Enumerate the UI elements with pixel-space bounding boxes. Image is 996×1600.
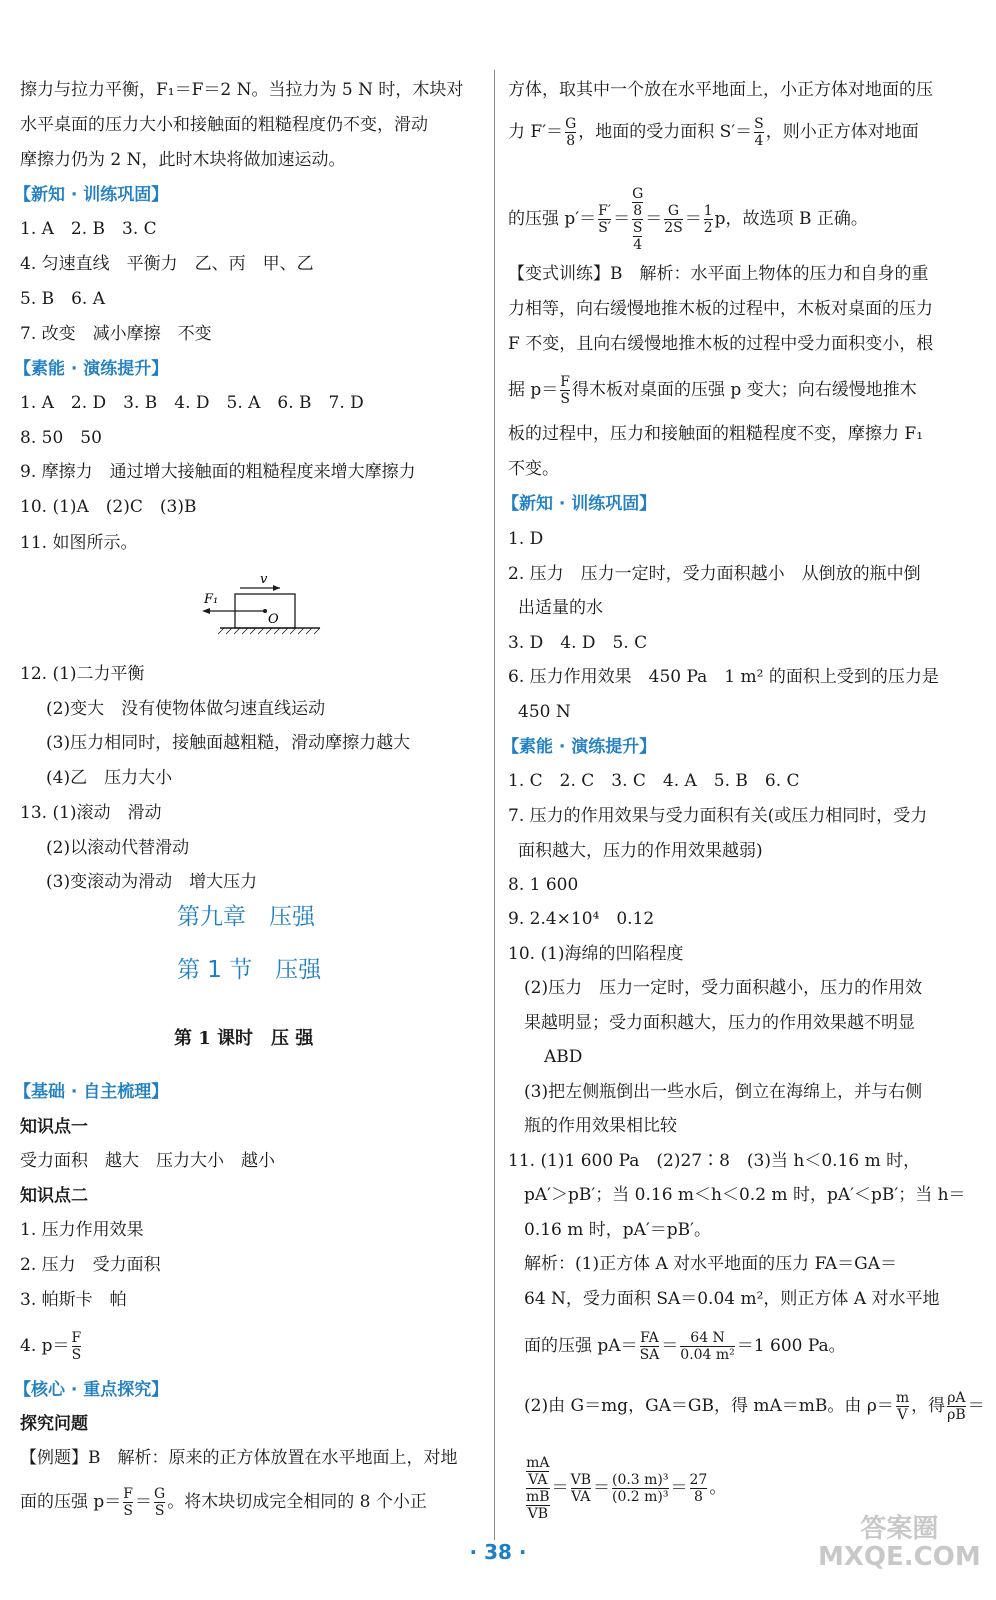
page-number: · 38 · [469, 1540, 527, 1564]
variant-line: 【变式训练】B 解析：水平面上物体的压力和自身的重 [508, 264, 929, 284]
answer-line: 9. 摩擦力 通过增大接触面的粗糙程度来增大摩擦力 [20, 462, 416, 482]
answer-line: 450 N [518, 702, 571, 722]
answer-line: 11. (1)1 600 Pa (2)27∶8 (3)当 h＜0.16 m 时， [508, 1151, 921, 1171]
variant-line: F 不变，且向右缓慢地推木板的过程中受力面积变小，根 [508, 334, 934, 354]
chapter-title: 第九章 压强 [177, 904, 315, 930]
answer-line: 1. 压力作用效果 [20, 1220, 144, 1240]
knowledge-point-1: 知识点一 [20, 1117, 88, 1137]
column-divider [494, 70, 495, 1540]
answer-line: (3)把左侧瓶倒出一些水后，倒立在海绵上，并与右侧 [524, 1082, 923, 1102]
answer-line: 8. 50 50 [20, 428, 102, 448]
example-line: 【例题】B 解析：原来的正方体放置在水平地面上，对地 [20, 1448, 458, 1468]
density-ratio-formula: $\frac{\frac{mA}{VA}}{\frac{mB}{VB}}$ ＝ $\frac{VB}{VA}$ ＝ $\frac{\text{(0.3 m)³}}{\text{(0.2 m)³}}$ ＝ $\frac{27}{8}$ 。 [526, 1455, 727, 1522]
variant-line: 板的过程中，压力和接触面的粗糙程度不变，摩擦力 F₁ [508, 424, 924, 444]
solution-line: 方体，取其中一个放在水平地面上，小正方体对地面的压 [508, 80, 933, 100]
fraction: $\frac{F}{S}$ [123, 1486, 134, 1519]
fraction: $\frac{F'}{S'}$ [598, 203, 612, 236]
answer-line: 出适量的水 [518, 598, 603, 618]
answer-line: (2)压力 压力一定时，受力面积越小，压力的作用效 [524, 978, 923, 998]
answer-line: 1. A 2. D 3. B 4. D 5. A 6. B 7. D [20, 393, 364, 413]
intro-line-2: 水平桌面的压力大小和接触面的粗糙程度仍不变，滑动 [20, 115, 428, 135]
solution-line: 力 F′＝ $\frac{G}{8}$ ，地面的受力面积 S′＝ $\frac{S}{4}$ ，则小正方体对地面 [508, 116, 919, 149]
fraction: $\frac{F}{S}$ [560, 374, 571, 407]
section-heading-jichu: 【基础 · 自主梳理】 [14, 1082, 169, 1102]
compound-fraction: $\frac{\frac{mA}{VA}}{\frac{mB}{VB}}$ [526, 1455, 550, 1522]
lesson-title: 第 1 课时 压 强 [174, 1028, 314, 1049]
answer-line: 5. B 6. A [20, 289, 106, 309]
answer-line: 1. D [508, 529, 544, 549]
fraction: $\frac{VB}{VA}$ [570, 1472, 591, 1505]
velocity-label: v [260, 572, 268, 587]
solution-line: 64 N，受力面积 SA＝0.04 m²，则正方体 A 对水平地 [524, 1289, 940, 1309]
answer-line: 10. (1)A (2)C (3)B [20, 497, 197, 517]
answer-line: ABD [544, 1047, 583, 1067]
section-heading-hexin: 【核心 · 重点探究】 [14, 1380, 169, 1400]
ground-hatching [218, 628, 320, 634]
solution-line: 的压强 p′＝ $\frac{F'}{S'}$ ＝ $\frac{\frac{G}{8}}{\frac{S}{4}}$ ＝ $\frac{G}{2S}$ ＝ $\frac{1}{2}$ p，故选项 B 正确。 [508, 186, 868, 253]
fraction: $\frac{G}{8}$ [565, 116, 577, 149]
answer-line: 3. 帕斯卡 帕 [20, 1290, 127, 1310]
answer-line: 8. 1 600 [508, 875, 579, 895]
variant-line: 不变。 [508, 459, 559, 479]
fraction: $\frac{64 N}{\text{0.04 m²}}$ [680, 1330, 735, 1363]
fraction: $\frac{G}{S}$ [154, 1486, 166, 1519]
friction-arrowhead [202, 608, 210, 614]
center-point [263, 609, 267, 613]
pressure-formula: 4. p＝ $\frac{F}{S}$ [20, 1330, 82, 1363]
answer-line: (2)以滚动代替滑动 [46, 838, 190, 858]
answer-line: 9. 2.4×10⁴ 0.12 [508, 909, 655, 929]
answer-line: pA′＞pB′；当 0.16 m＜h＜0.2 m 时，pA′＜pB′；当 h＝ [524, 1185, 966, 1205]
section-heading-xinzhi: 【新知 · 训练巩固】 [14, 185, 169, 205]
fraction: $\frac{FA}{SA}$ [639, 1330, 660, 1363]
fraction: $\frac{F}{S}$ [71, 1330, 82, 1363]
fraction: $\frac{\text{(0.3 m)³}}{\text{(0.2 m)³}}$ [611, 1472, 669, 1505]
section-heading-suneng: 【素能 · 演练提升】 [502, 737, 657, 757]
answer-line: 7. 压力的作用效果与受力面积有关(或压力相同时，受力 [508, 806, 928, 826]
answer-line: 果越明显；受力面积越大，压力的作用效果越不明显 [524, 1013, 915, 1033]
answer-line: (2)变大 没有使物体做匀速直线运动 [46, 699, 326, 719]
answer-line: 面积越大，压力的作用效果越弱) [518, 841, 763, 861]
answer-line: 7. 改变 减小摩擦 不变 [20, 324, 212, 344]
answer-line: 11. 如图所示。 [20, 533, 138, 553]
answer-line: 10. (1)海绵的凹陷程度 [508, 944, 684, 964]
velocity-arrowhead [273, 585, 280, 591]
fraction: $\frac{1}{2}$ [703, 203, 713, 236]
section-heading-xinzhi: 【新知 · 训练巩固】 [502, 494, 657, 514]
section-heading-suneng: 【素能 · 演练提升】 [14, 359, 169, 379]
friction-label: F₁ [204, 592, 219, 607]
knowledge-point-2: 知识点二 [20, 1186, 88, 1206]
answer-line: 13. (1)滚动 滑动 [20, 803, 162, 823]
section-title: 第 1 节 压强 [177, 957, 322, 983]
answer-line: 3. D 4. D 5. C [508, 633, 648, 653]
friction-force-diagram [180, 570, 350, 640]
answer-line: 0.16 m 时，pA′＝pB′。 [524, 1220, 712, 1240]
answer-line: 4. 匀速直线 平衡力 乙、丙 甲、乙 [20, 254, 314, 274]
fraction: $\frac{27}{8}$ [689, 1472, 708, 1505]
fraction: $\frac{\rho A}{\rho B}$ [947, 1390, 966, 1423]
example-line: 面的压强 p＝ $\frac{F}{S}$ ＝ $\frac{G}{S}$ 。将木块切成完全相同的 8 个小正 [20, 1486, 427, 1519]
variant-line: 力相等，向右缓慢地推木板的过程中，木板对桌面的压力 [508, 299, 933, 319]
answer-line: (3)变滚动为滑动 增大压力 [46, 872, 258, 892]
solution-line: 面的压强 pA＝ $\frac{FA}{SA}$ ＝ $\frac{64 N}{\text{0.04 m²}}$ ＝1 600 Pa。 [524, 1330, 846, 1363]
answer-line: 2. 压力 受力面积 [20, 1255, 161, 1275]
answer-line: 瓶的作用效果相比较 [524, 1116, 677, 1136]
answer-line: 2. 压力 压力一定时，受力面积越小 从倒放的瓶中倒 [508, 564, 921, 584]
answer-line: 受力面积 越大 压力大小 越小 [20, 1151, 275, 1171]
inquiry-heading: 探究问题 [20, 1414, 88, 1434]
fraction: $\frac{m}{V}$ [895, 1390, 910, 1423]
answer-line: 6. 压力作用效果 450 Pa 1 m² 的面积上受到的压力是 [508, 667, 939, 687]
answer-line: 1. C 2. C 3. C 4. A 5. B 6. C [508, 771, 800, 791]
watermark: 答案圈 MXQE.COM [818, 1514, 981, 1572]
variant-line: 据 p＝ $\frac{F}{S}$ 得木板对桌面的压强 p 变大；向右缓慢地推木 [508, 374, 917, 407]
fraction: $\frac{G}{2S}$ [664, 203, 683, 236]
answer-line: (4)乙 压力大小 [46, 768, 173, 788]
center-label: O [268, 612, 279, 627]
answer-line: 12. (1)二力平衡 [20, 664, 145, 684]
fraction: $\frac{S}{4}$ [754, 116, 764, 149]
intro-line-1: 擦力与拉力平衡，F₁＝F＝2 N。当拉力为 5 N 时，木块对 [20, 80, 464, 100]
solution-line: 解析：(1)正方体 A 对水平地面的压力 FA＝GA＝ [524, 1254, 898, 1274]
answer-line: 1. A 2. B 3. C [20, 219, 157, 239]
solution-line: (2)由 G＝mg，GA＝GB，得 mA＝mB。由 ρ＝ $\frac{m}{V}$ ，得 $\frac{\rho A}{\rho B}$ ＝ [524, 1390, 985, 1423]
intro-line-3: 摩擦力仍为 2 N，此时木块将做加速运动。 [20, 150, 346, 170]
answer-line: (3)压力相同时，接触面越粗糙，滑动摩擦力越大 [46, 733, 411, 753]
compound-fraction: $\frac{\frac{G}{8}}{\frac{S}{4}}$ [632, 186, 644, 253]
